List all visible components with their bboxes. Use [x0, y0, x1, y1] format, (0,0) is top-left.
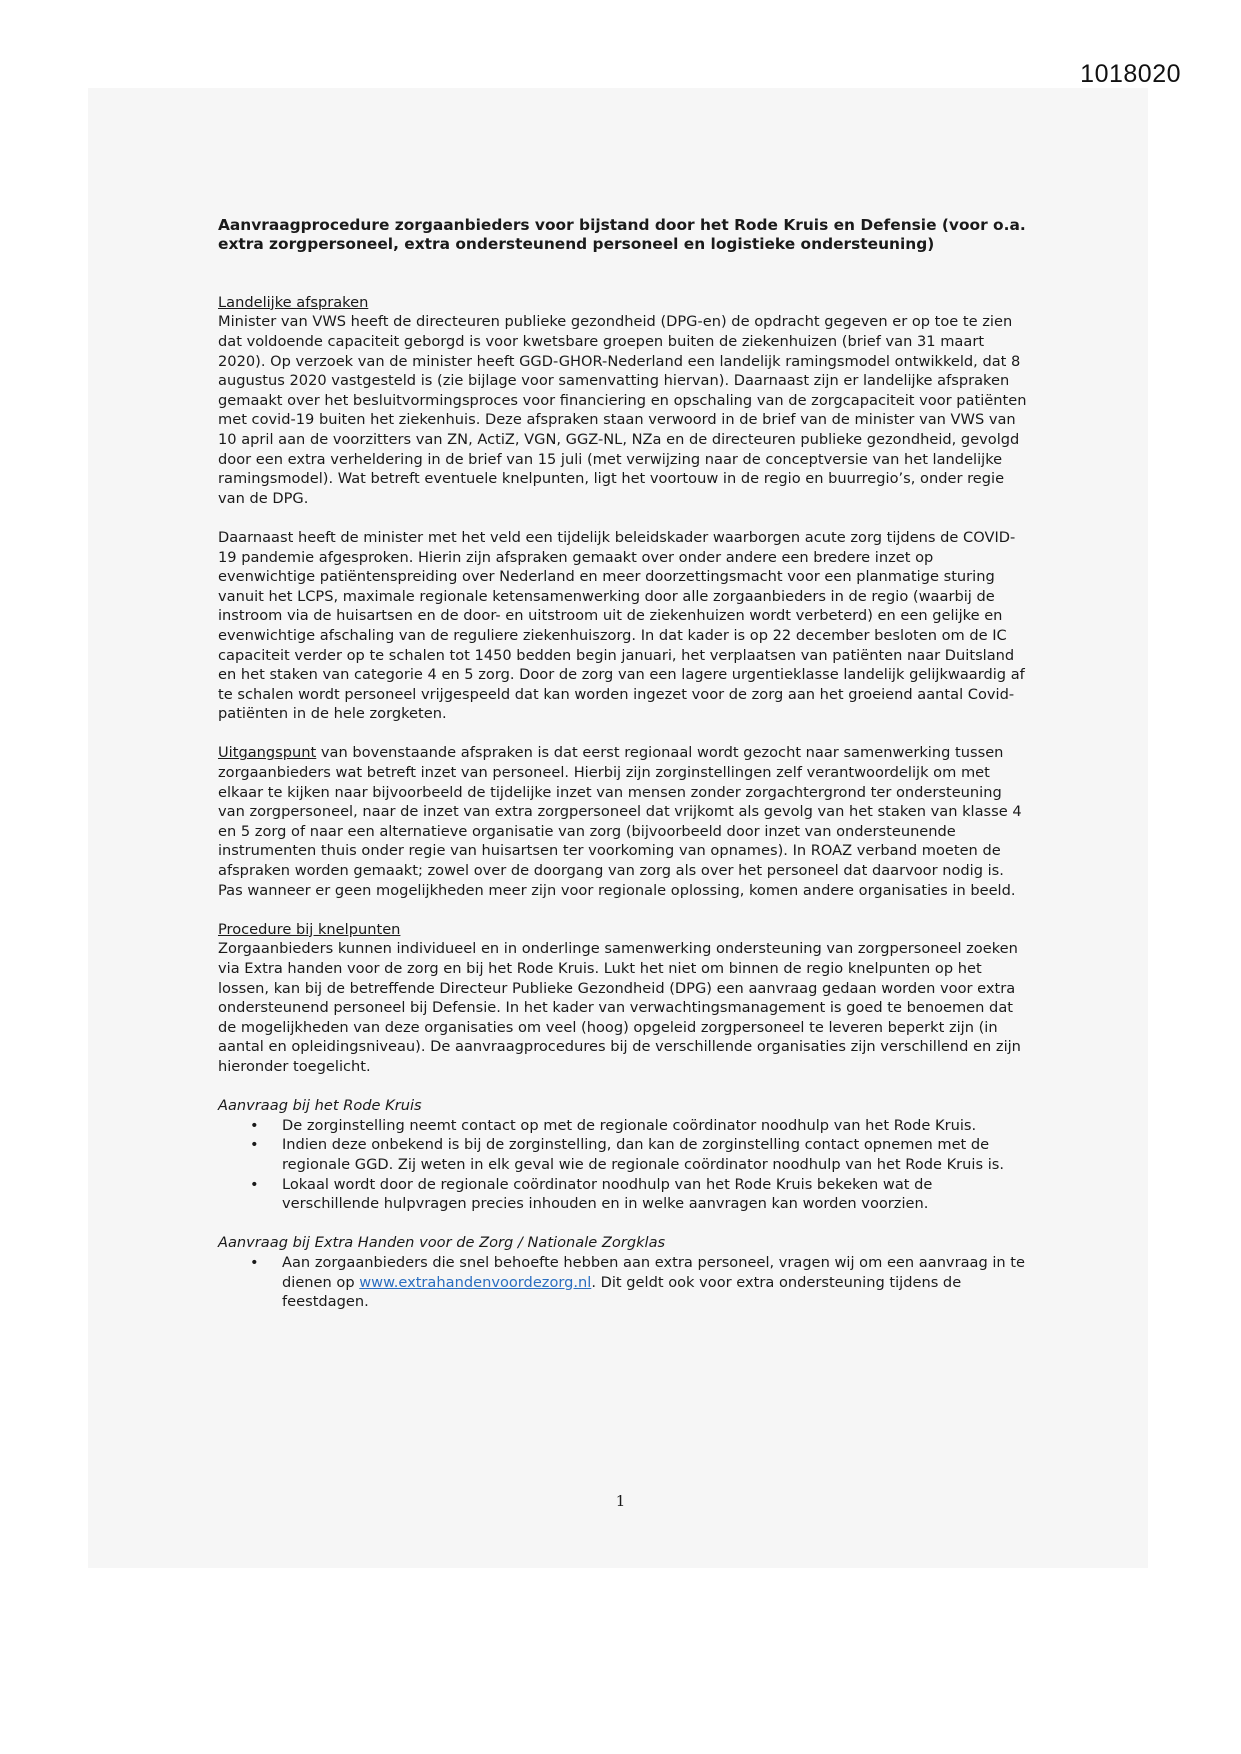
list-item-text: Aan zorgaanbieders die snel behoefte hebben aan extra personeel, vragen wij om een aanvraag in te dienen op: [282, 1253, 1026, 1291]
section-landelijke-afspraken: [218, 293, 1033, 509]
list-item: • Lokaal wordt door de regionale coördinator noodhulp van het Rode Kruis bekeken wat de verschillende hulpvragen precies inhouden en in welke aanvragen kan worden voorzien.: [282, 1175, 1033, 1214]
section-beleidskader: [218, 528, 1033, 724]
section-heading: Landelijke afspraken: [218, 293, 369, 311]
document-title: Aanvraagprocedure zorgaanbieders voor bijstand door het Rode Kruis en Defensie (voor o.a. extra zorgpersoneel, extra ondersteunend personeel en logistieke ondersteuning): [218, 216, 1026, 254]
paragraph: Minister van VWS heeft de directeuren publieke gezondheid (DPG-en) de opdracht gegeven er op toe te zien dat voldoende capaciteit geborgd is voor kwetsbare groepen buiten de ziekenhuizen (brief van 31 maart 2020). Op verzoek van de minister heeft GGD-GHOR-Nederland een landelijk ramingsmodel ontwikkeld, dat 8 augustus 2020 vastgesteld is (zie bijlage voor samenvatting hiervan). Daarnaast zijn er landelijke afspraken gemaakt over het besluitvormingsproces voor financiering en opschaling van de zorgcapaciteit voor patiënten met covid-19 buiten het ziekenhuis. Deze afspraken staan verwoord in de brief van de minister van VWS van 10 april aan de voorzitters van ZN, ActiZ, VGN, GGZ-NL, NZa en de directeuren publieke gezondheid, gevolgd door een extra verheldering in de brief van 15 juli (met verwijzing naar de conceptversie van het landelijke ramingsmodel). Wat betreft eventuele knelpunten, ligt het voortouw in de regio en buurregio’s, onder regie van de DPG.: [218, 313, 1027, 507]
paragraph-text: van bovenstaande afspraken is dat eerst regionaal wordt gezocht naar samenwerking tussen zorgaanbieders wat betreft inzet van personeel. Hierbij zijn zorginstellingen zelf verantwoordelijk om met elkaar te kijken naar bijvoorbeeld de tijdelijke inzet van mensen zonder zorgachtergrond ter ondersteuning van zorgpersoneel, naar de inzet van extra zorgpersoneel dat vrijkomt als gevolg van het staken van klasse 4 en 5 zorg of naar een alternatieve organisatie van zorg (bijvoorbeeld door inzet van ondersteunende instrumenten thuis onder regie van huisartsen ter voorkoming van opnames). In ROAZ verband moeten de afspraken worden gemaakt; zowel over de doorgang van zorg als over het personeel dat daarvoor nodig is. Pas wanneer er geen mogelijkheden meer zijn voor regionale oplossing, komen andere organisaties in beeld.: [218, 744, 1022, 899]
paragraph: Zorgaanbieders kunnen individueel en in onderlinge samenwerking ondersteuning van zorgpersoneel zoeken via Extra handen voor de zorg en bij het Rode Kruis. Lukt het niet om binnen de regio knelpunten op het lossen, kan bij de betreffende Directeur Publieke Gezondheid (DPG) een aanvraag gedaan worden voor extra ondersteunend personeel bij Defensie. In het kader van verwachtingsmanagement is goed te benoemen dat de mogelijkheden van deze organisaties om veel (hoog) opgeleid zorgpersoneel te leveren beperkt zijn (in aantal en opleidingsniveau). De aanvraagprocedures bij de verschillende organisaties zijn verschillend en zijn hieronder toegelicht.: [218, 940, 1021, 1075]
list-item: • Indien deze onbekend is bij de zorginstelling, dan kan de zorginstelling contact opnemen met de regionale GGD. Zij weten in elk geval wie de regionale coördinator noodhulp van het Rode Kruis is.: [282, 1135, 1033, 1174]
document-body: [218, 216, 1033, 1331]
extrahanden-link[interactable]: www.extrahandenvoordezorg.nl: [359, 1273, 592, 1291]
section-heading: Aanvraag bij Extra Handen voor de Zorg / Nationale Zorgklas: [218, 1234, 666, 1252]
section-rode-kruis: [218, 1096, 1033, 1214]
paragraph: Daarnaast heeft de minister met het veld een tijdelijk beleidskader waarborgen acute zorg tijdens de COVID-19 pandemie afgesproken. Hierin zijn afspraken gemaakt over onder andere een bredere inzet op evenwichtige patiëntenspreiding over Nederland en meer doorzettingsmacht voor een planmatige sturing vanuit het LCPS, maximale regionale ketensamenwerking door alle zorgaanbieders in de regio (waarbij de instroom via de huisartsen en de door- en uitstroom uit de ziekenhuizen wordt verbeterd) en een gelijke en evenwichtige afschaling van de reguliere ziekenhuiszorg. In dat kader is op 22 december besloten om de IC capaciteit verder op te schalen tot 1450 bedden begin januari, het verplaatsen van patiënten naar Duitsland en het staken van categorie 4 en 5 zorg. Door de zorg van een lagere urgentieklasse landelijk gelijkwaardig af te schalen wordt personeel vrijgespeeld dat kan worden ingezet voor de zorg aan het groeiend aantal Covid-patiënten in de hele zorgketen.: [218, 528, 1025, 723]
bullet-list: [218, 1253, 1033, 1312]
section-extra-handen: [218, 1233, 1033, 1311]
bullet-list: [218, 1116, 1033, 1214]
section-uitgangspunt: [218, 743, 1033, 900]
paragraph: [218, 743, 1033, 900]
list-item: [282, 1253, 1033, 1312]
inline-heading: Uitgangspunt: [218, 744, 317, 762]
section-heading: Procedure bij knelpunten: [218, 920, 401, 938]
document-number: 1018020: [1080, 60, 1181, 88]
section-procedure-knelpunten: [218, 920, 1033, 1077]
section-heading: Aanvraag bij het Rode Kruis: [218, 1097, 422, 1115]
list-item: • De zorginstelling neemt contact op met de regionale coördinator noodhulp van het Rode Kruis.: [282, 1116, 1033, 1136]
list-item-text: . Dit geldt ook voor extra ondersteuning tijdens de feestdagen.: [282, 1273, 962, 1311]
page-number: 1: [615, 1492, 626, 1510]
